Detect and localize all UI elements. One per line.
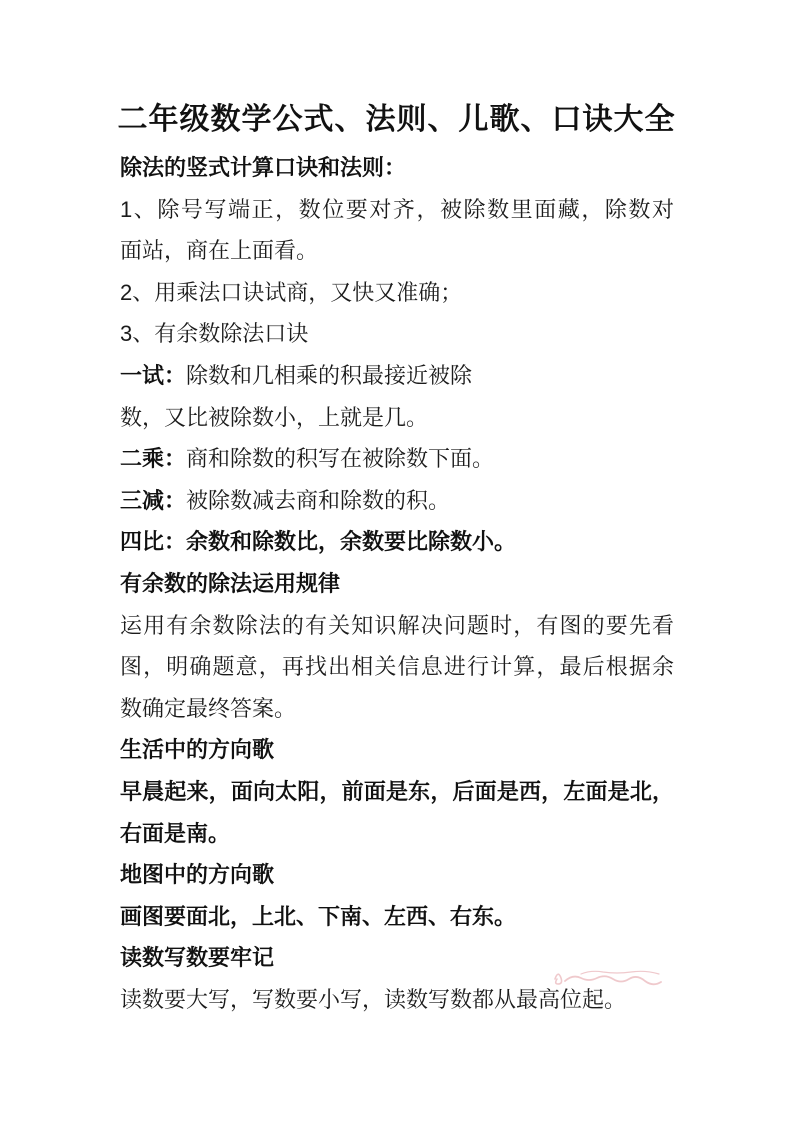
bold-text-segment: 画图要面北，上北、下南、左西、右东。 [120, 903, 517, 929]
page-title: 二年级数学公式、法则、儿歌、口诀大全 [117, 103, 676, 136]
text-line [120, 230, 674, 272]
bold-text-segment: 四比：余数和除数比，余数要比除数小。 [120, 529, 517, 555]
text-segment: 运用有余数除法的有关知识解决问题时，有图的要先看 [120, 612, 674, 638]
text-line [120, 147, 674, 189]
text-segment: 2、用乘法口诀试商，又快又准确； [120, 279, 463, 305]
text-segment: 数确定最终答案。 [120, 695, 297, 721]
bold-text-segment: 生活中的方向歌 [120, 737, 275, 763]
text-segment: 除数和几相乘的积最接近被除 [186, 362, 473, 388]
bold-text-segment: 一试： [120, 362, 187, 388]
text-line [120, 729, 674, 771]
text-segment: 3、有余数除法口诀 [120, 321, 309, 347]
text-segment: 读数要大写，写数要小写，读数写数都从最高位起。 [120, 986, 627, 1012]
bold-text-segment: 二乘： [120, 446, 187, 472]
text-line [120, 771, 674, 813]
text-line [120, 480, 674, 522]
bold-text-segment: 除法的竖式计算口诀和法则： [120, 155, 407, 180]
text-line [120, 813, 674, 855]
text-line [120, 272, 674, 314]
bold-text-segment: 读数写数要牢记 [120, 945, 275, 971]
bold-text-segment: 三减： [120, 487, 187, 513]
text-segment: 图，明确题意，再找出相关信息进行计算，最后根据余 [120, 654, 674, 680]
text-line [120, 563, 674, 605]
text-line [120, 189, 674, 231]
text-line [120, 438, 674, 480]
text-segment: 面站，商在上面看。 [120, 238, 319, 264]
text-line [120, 854, 674, 896]
text-segment: 1、除号写端正，数位要对齐，被除数里面藏，除数对 [120, 196, 674, 222]
text-line [120, 605, 674, 647]
text-line [120, 979, 674, 1021]
text-line [120, 397, 674, 439]
text-line [120, 313, 674, 355]
text-line [120, 937, 674, 979]
bold-text-segment: 早晨起来，面向太阳，前面是东，后面是西，左面是北， [120, 778, 674, 804]
text-line [120, 688, 674, 730]
bold-text-segment: 地图中的方向歌 [120, 862, 275, 888]
text-line [120, 646, 674, 688]
text-segment: 数，又比被除数小，上就是几。 [120, 404, 429, 430]
bold-text-segment: 右面是南。 [120, 820, 231, 846]
text-line [120, 896, 674, 938]
text-segment: 商和除数的积写在被除数下面。 [186, 446, 495, 472]
text-line [120, 355, 674, 397]
text-segment: 被除数减去商和除数的积。 [186, 487, 451, 513]
bold-text-segment: 有余数的除法运用规律 [120, 570, 341, 596]
text-line [120, 521, 674, 563]
document-body [0, 147, 793, 1020]
